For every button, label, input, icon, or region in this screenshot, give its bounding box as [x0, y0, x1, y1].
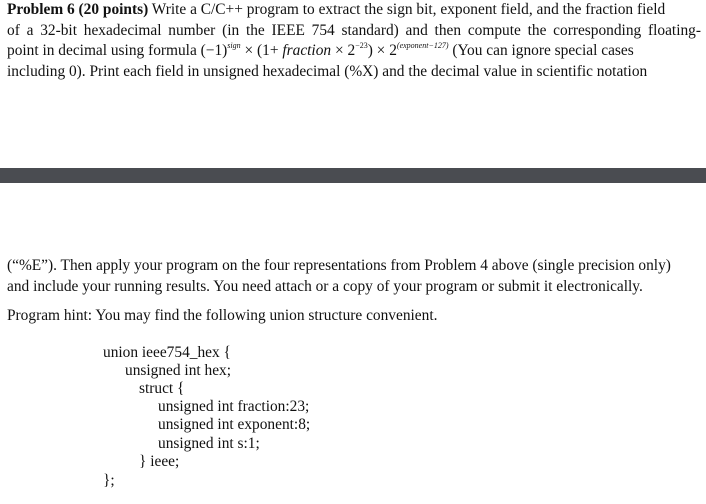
code-line-struct-open: struct { — [139, 380, 185, 397]
formula-minus-one: (−1) — [200, 42, 228, 60]
formula-sign-superscript: sign — [227, 41, 241, 51]
formula-after: (You can ignore special cases — [448, 42, 634, 60]
code-line-fraction: unsigned int fraction:23; — [158, 398, 310, 415]
continuation-line-2: and include your running results. You need attach or a copy of your program or submit it electronically. — [7, 277, 643, 295]
page-divider — [0, 168, 706, 183]
formula-fraction: fraction — [282, 42, 332, 60]
code-line-union-open: union ieee754_hex { — [103, 344, 231, 361]
program-hint-text: Program hint: You may find the following union structure convenient. — [7, 307, 438, 324]
problem-statement — [7, 0, 701, 82]
continuation-paragraph — [7, 256, 701, 297]
problem-heading: Problem 6 (20 points) — [7, 1, 149, 18]
formula-exponent-superscript: (exponent−127) — [396, 41, 449, 51]
formula-line — [7, 41, 701, 62]
code-line-exponent: unsigned int exponent:8; — [158, 416, 311, 433]
problem-line-1-text: Write a C/C++ program to extract the sign bit, exponent field, and the fraction field — [148, 1, 666, 18]
formula-times-two: × 2 — [331, 42, 356, 60]
formula-intro: point in decimal using formula — [7, 42, 201, 60]
code-line-union-close: }; — [103, 472, 115, 489]
program-hint — [7, 306, 701, 327]
code-line-struct-close: } ieee; — [139, 453, 180, 470]
code-line-hex: unsigned int hex; — [125, 362, 232, 379]
problem-line-2: of a 32-bit hexadecimal number (in the IEEE 754 standard) and then compute the corresponding floating- — [7, 21, 701, 39]
code-line-sign: unsigned int s:1; — [158, 435, 260, 452]
formula-close-times-two: ) × 2 — [367, 42, 397, 60]
problem-line-4: including 0). Print each field in unsigned hexadecimal (%X) and the decimal value in scientific notation — [7, 62, 648, 80]
formula-times-open: × (1+ — [240, 42, 283, 60]
formula-neg23-superscript: −23 — [355, 41, 368, 51]
continuation-line-1: (“%E”). Then apply your program on the four representations from Problem 4 above (single precision only) — [7, 257, 671, 274]
problem-line-1 — [7, 0, 701, 21]
